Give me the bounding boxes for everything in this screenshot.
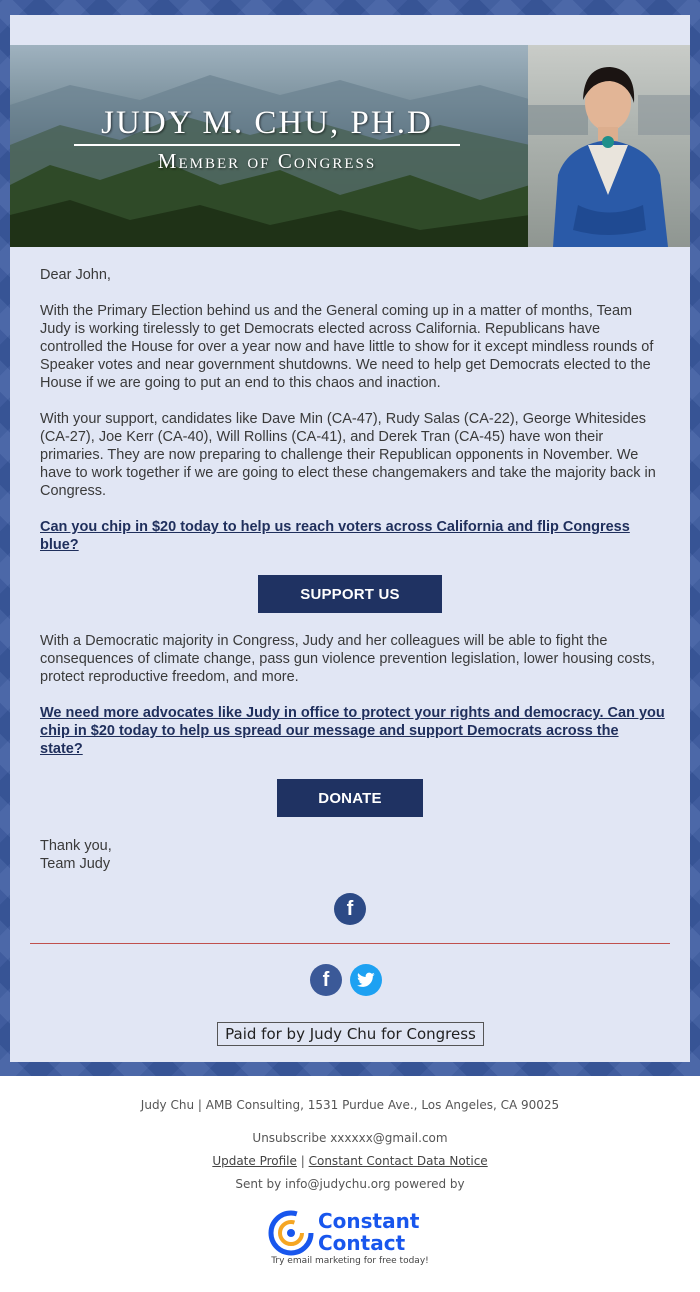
paragraph-primary-election: With the Primary Election behind us and the General coming up in a matter of months, Team Judy is working tirelessly to get Democrats elected across California. Republicans have controlled the House for over a year now and have little to show for it except mindless rounds of Speaker votes and near government shutdowns. We need to help get Democrats elected to the House if we are going to put an end to this chaos and inaction.	[40, 303, 654, 391]
footer-address: Judy Chu | AMB Consulting, 1531 Purdue Ave., Los Angeles, CA 90025	[140, 1098, 560, 1112]
portrait-illustration	[528, 45, 690, 247]
header-banner	[10, 45, 690, 247]
email-card	[10, 15, 690, 1062]
footer-links	[0, 1154, 700, 1168]
data-notice-link[interactable]: Constant Contact Data Notice	[308, 1154, 488, 1168]
constant-contact-icon	[268, 1210, 314, 1256]
email-body-continued	[40, 632, 665, 776]
banner-divider	[74, 144, 460, 146]
banner-title: JUDY M. CHU, PH.D	[101, 105, 433, 141]
constant-contact-logo[interactable]	[268, 1208, 438, 1256]
update-profile-link[interactable]: Update Profile	[212, 1154, 297, 1168]
support-us-button[interactable]: SUPPORT US	[258, 575, 442, 613]
footer	[0, 1076, 700, 1292]
footer-sent-by: Sent by info@judychu.org powered by	[235, 1177, 465, 1191]
facebook-icon[interactable]	[334, 893, 366, 925]
wordmark-line2: Contact	[318, 1231, 406, 1255]
greeting: Dear John,	[40, 267, 111, 283]
banner-subtitle: Member of Congress	[157, 149, 377, 173]
paid-for-disclaimer: Paid for by Judy Chu for Congress	[217, 1022, 484, 1046]
signoff-thanks: Thank you,	[40, 838, 112, 854]
facebook-glyph: f	[346, 897, 354, 920]
signoff-block	[40, 837, 665, 873]
constant-contact-wordmark	[318, 1210, 419, 1254]
footer-separator: |	[300, 1154, 305, 1168]
facebook-glyph: f	[322, 968, 330, 991]
wordmark-line1: Constant	[318, 1209, 420, 1233]
chip-in-link[interactable]: Can you chip in $20 today to help us reach voters across California and flip Congress blue?	[40, 519, 630, 553]
facebook-icon[interactable]	[310, 964, 342, 996]
signoff-team: Team Judy	[40, 856, 111, 872]
section-divider	[30, 943, 670, 944]
constant-contact-tagline: Try email marketing for free today!	[271, 1256, 429, 1266]
congresswoman-portrait	[528, 45, 690, 247]
paragraph-candidates: With your support, candidates like Dave Min (CA-47), Rudy Salas (CA-22), George Whitesides (CA-27), Joe Kerr (CA-40), Will Rollins (CA-41), and Derek Tran (CA-45) have won their primaries. They are now preparing to challenge their Republican opponents in November. We have to work together if we are going to elect these changemakers and take the majority back in Congress.	[40, 411, 656, 499]
twitter-bird-icon	[357, 972, 375, 988]
email-body	[40, 266, 665, 572]
donate-button[interactable]: DONATE	[277, 779, 423, 817]
footer-unsubscribe	[0, 1131, 700, 1145]
paragraph-majority: With a Democratic majority in Congress, Judy and her colleagues will be able to fight the consequences of climate change, pass gun violence prevention legislation, lower housing costs, protect reproductive freedom, and more.	[40, 633, 656, 685]
unsubscribe-link[interactable]: Unsubscribe xxxxxx@gmail.com	[252, 1131, 448, 1145]
advocates-link[interactable]: We need more advocates like Judy in office to protect your rights and democracy. Can you chip in $20 today to help us spread our message and support Democrats across the state?	[40, 705, 665, 757]
twitter-icon[interactable]	[350, 964, 382, 996]
